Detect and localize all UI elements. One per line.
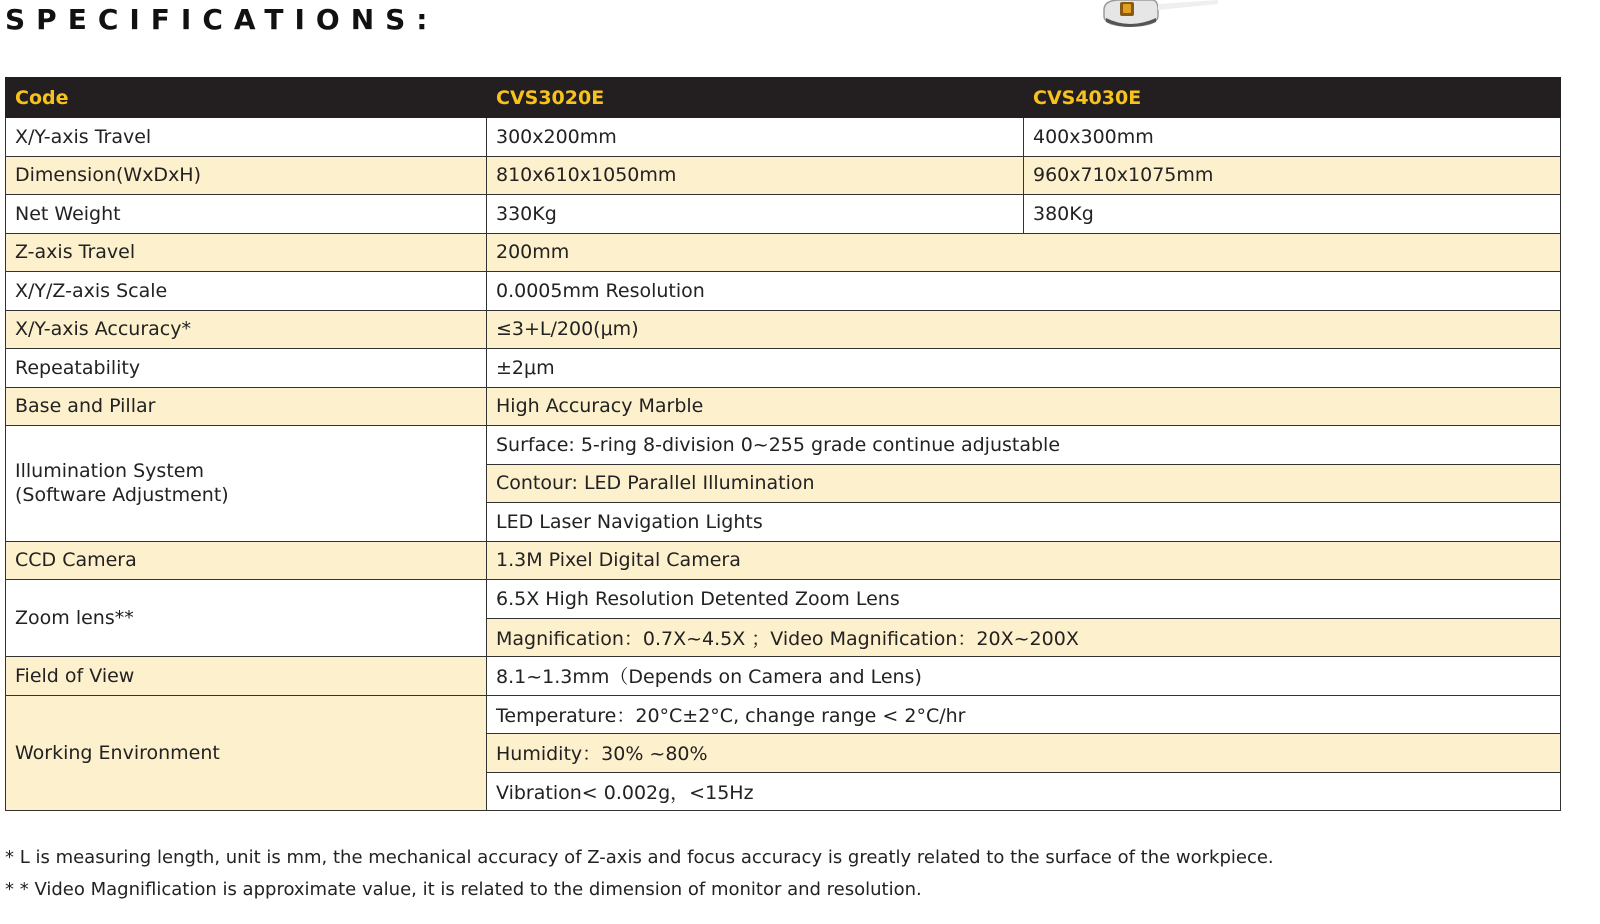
- page-title: SPECIFICATIONS:: [5, 3, 439, 36]
- row-value-a: 330Kg: [487, 195, 1024, 234]
- row-label: X/Y-axis Accuracy*: [6, 310, 487, 349]
- row-value: Surface: 5-ring 8-division 0~255 grade continue adjustable: [487, 426, 1561, 465]
- footnote-2: * * Video Magniflication is approximate value, it is related to the dimension of monitor and resolution.: [5, 879, 922, 900]
- row-value: 200mm: [487, 233, 1561, 272]
- footnotes: [5, 842, 1274, 906]
- row-value-a: 300x200mm: [487, 118, 1024, 157]
- row-label: Field of View: [6, 657, 487, 696]
- row-label-illumination: [6, 426, 487, 542]
- table-row: [6, 310, 1561, 349]
- table-row: [6, 426, 1561, 465]
- row-value: 0.0005mm Resolution: [487, 272, 1561, 311]
- row-value: Vibration< 0.002g，<15Hz: [487, 772, 1561, 811]
- row-value: High Accuracy Marble: [487, 387, 1561, 426]
- row-label: Z-axis Travel: [6, 233, 487, 272]
- header-model-a: CVS3020E: [487, 78, 1024, 118]
- row-label: Net Weight: [6, 195, 487, 234]
- row-label: CCD Camera: [6, 541, 487, 580]
- row-label: X/Y-axis Travel: [6, 118, 487, 157]
- row-value: Magnification：0.7X~4.5X ；Video Magnification：20X~200X: [487, 618, 1561, 657]
- table-row: [6, 387, 1561, 426]
- row-value: LED Laser Navigation Lights: [487, 503, 1561, 542]
- table-row: [6, 272, 1561, 311]
- illumination-label-line2: (Software Adjustment): [15, 484, 229, 507]
- table-row: [6, 349, 1561, 388]
- row-value-b: 380Kg: [1024, 195, 1561, 234]
- table-row: [6, 657, 1561, 696]
- row-label: Working Environment: [6, 695, 487, 811]
- product-image-graphic: [1100, 0, 1220, 34]
- row-value: 6.5X High Resolution Detented Zoom Lens: [487, 580, 1561, 619]
- specifications-table: [5, 77, 1561, 811]
- row-label: X/Y/Z-axis Scale: [6, 272, 487, 311]
- row-value-b: 960x710x1075mm: [1024, 156, 1561, 195]
- row-value: Humidity：30% ~80%: [487, 734, 1561, 773]
- table-row: [6, 118, 1561, 157]
- row-value: 8.1~1.3mm（Depends on Camera and Lens): [487, 657, 1561, 696]
- product-image: [1100, 0, 1220, 34]
- row-value-a: 810x610x1050mm: [487, 156, 1024, 195]
- row-value: Contour: LED Parallel Illumination: [487, 464, 1561, 503]
- row-label: Repeatability: [6, 349, 487, 388]
- table-row: [6, 233, 1561, 272]
- row-label: Zoom lens**: [6, 580, 487, 657]
- table-row: [6, 580, 1561, 619]
- table-header-row: [6, 78, 1561, 118]
- row-value: Temperature：20°C±2°C, change range < 2°C/hr: [487, 695, 1561, 734]
- footnote-1: * L is measuring length, unit is mm, the mechanical accuracy of Z-axis and focus accuracy is greatly related to the surface of the workpiece.: [5, 847, 1274, 868]
- table-row: [6, 156, 1561, 195]
- row-value: 1.3M Pixel Digital Camera: [487, 541, 1561, 580]
- row-label: Dimension(WxDxH): [6, 156, 487, 195]
- table-row: [6, 695, 1561, 734]
- row-value: ≤3+L/200(μm): [487, 310, 1561, 349]
- table-row: [6, 195, 1561, 234]
- row-label: Base and Pillar: [6, 387, 487, 426]
- illumination-label-line1: Illumination System: [15, 460, 204, 483]
- header-model-b: CVS4030E: [1024, 78, 1561, 118]
- row-value: ±2μm: [487, 349, 1561, 388]
- table-row: [6, 541, 1561, 580]
- header-code: Code: [6, 78, 487, 118]
- row-value-b: 400x300mm: [1024, 118, 1561, 157]
